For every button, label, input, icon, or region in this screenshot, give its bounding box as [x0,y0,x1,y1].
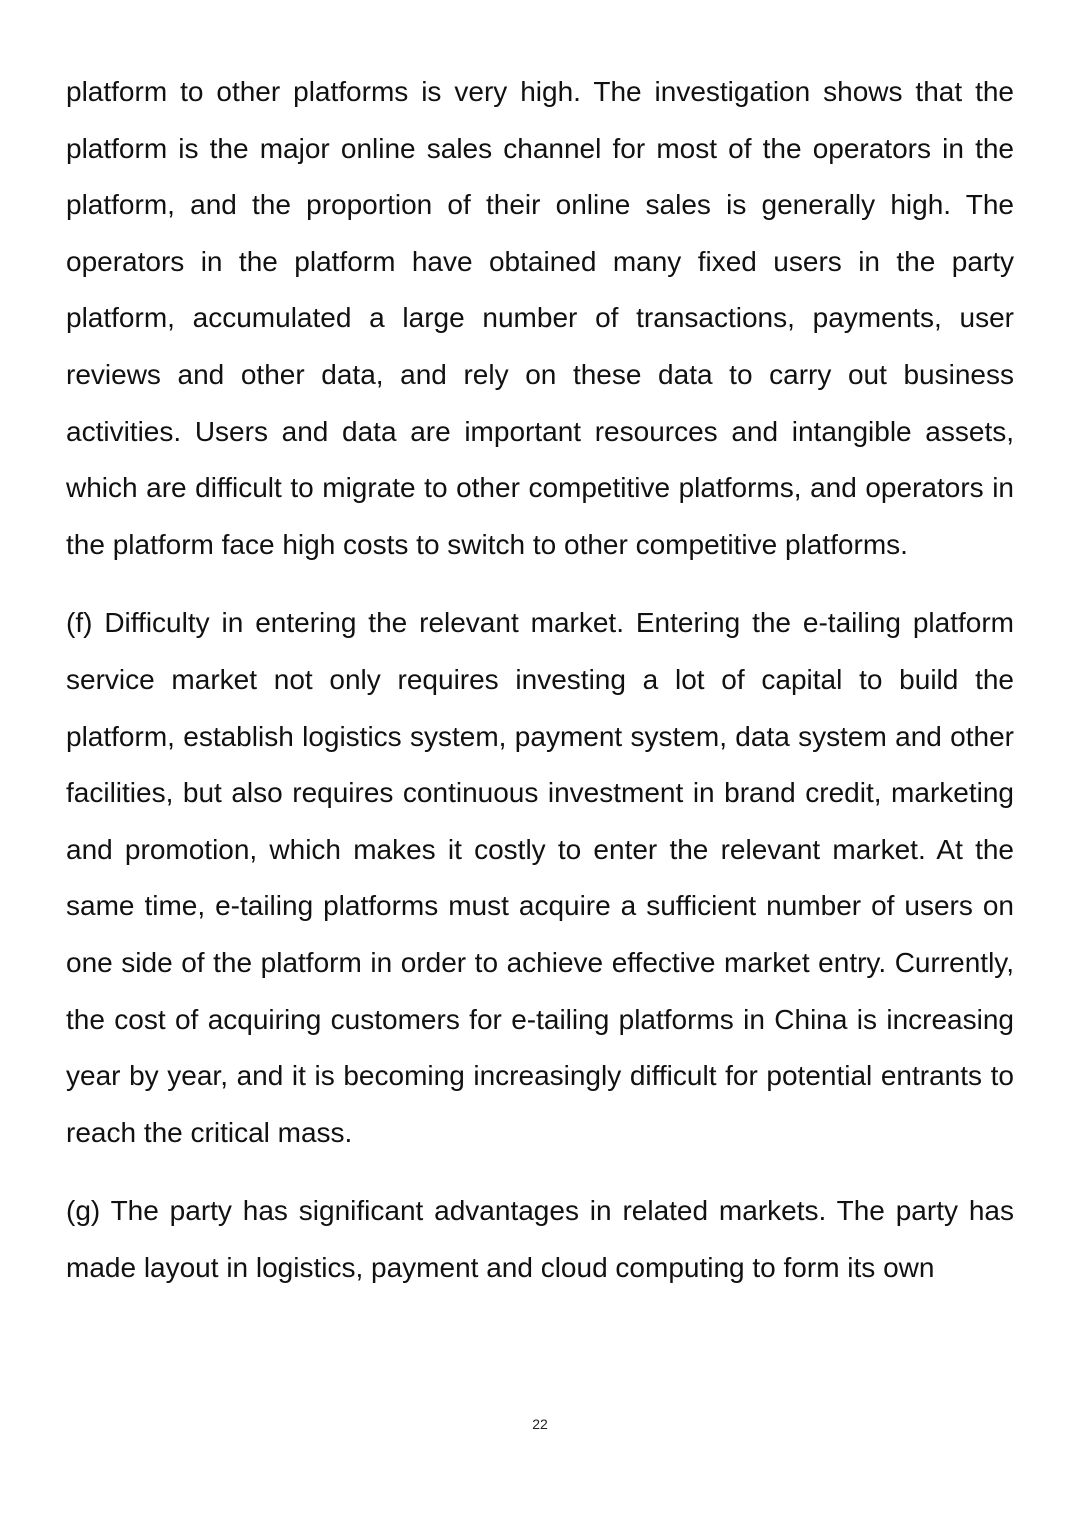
paragraph-switching-costs: platform to other platforms is very high. The investigation shows that the platform is the major online sales channel for most of the operators in the platform, and the proportion of their online sales is generally high. The operators in the platform have obtained many fixed users in the party platform, accumulated a large number of transactions, payments, user reviews and other data, and rely on these data to carry out business activities. Users and data are important resources and intangible assets, which are difficult to migrate to other competitive platforms, and operators in the platform face high costs to switch to other competitive platforms. [66,76,1014,560]
document-page [66,64,1014,1296]
paragraph-market-entry-difficulty: (f) Difficulty in entering the relevant market. Entering the e-tailing platform service market not only requires investing a lot of capital to build the platform, establish logistics system, payment system, data system and other facilities, but also requires continuous investment in brand credit, marketing and promotion, which makes it costly to enter the relevant market. At the same time, e-tailing platforms must acquire a sufficient number of users on one side of the platform in order to achieve effective market entry. Currently, the cost of acquiring customers for e-tailing platforms in China is increasing year by year, and it is becoming increasingly difficult for potential entrants to reach the critical mass. [66,607,1014,1148]
page-number: 22 [532,1416,548,1432]
paragraph-related-market-advantages: (g) The party has significant advantages in related markets. The party has made layout in logistics, payment and cloud computing to form its own [66,1195,1014,1283]
